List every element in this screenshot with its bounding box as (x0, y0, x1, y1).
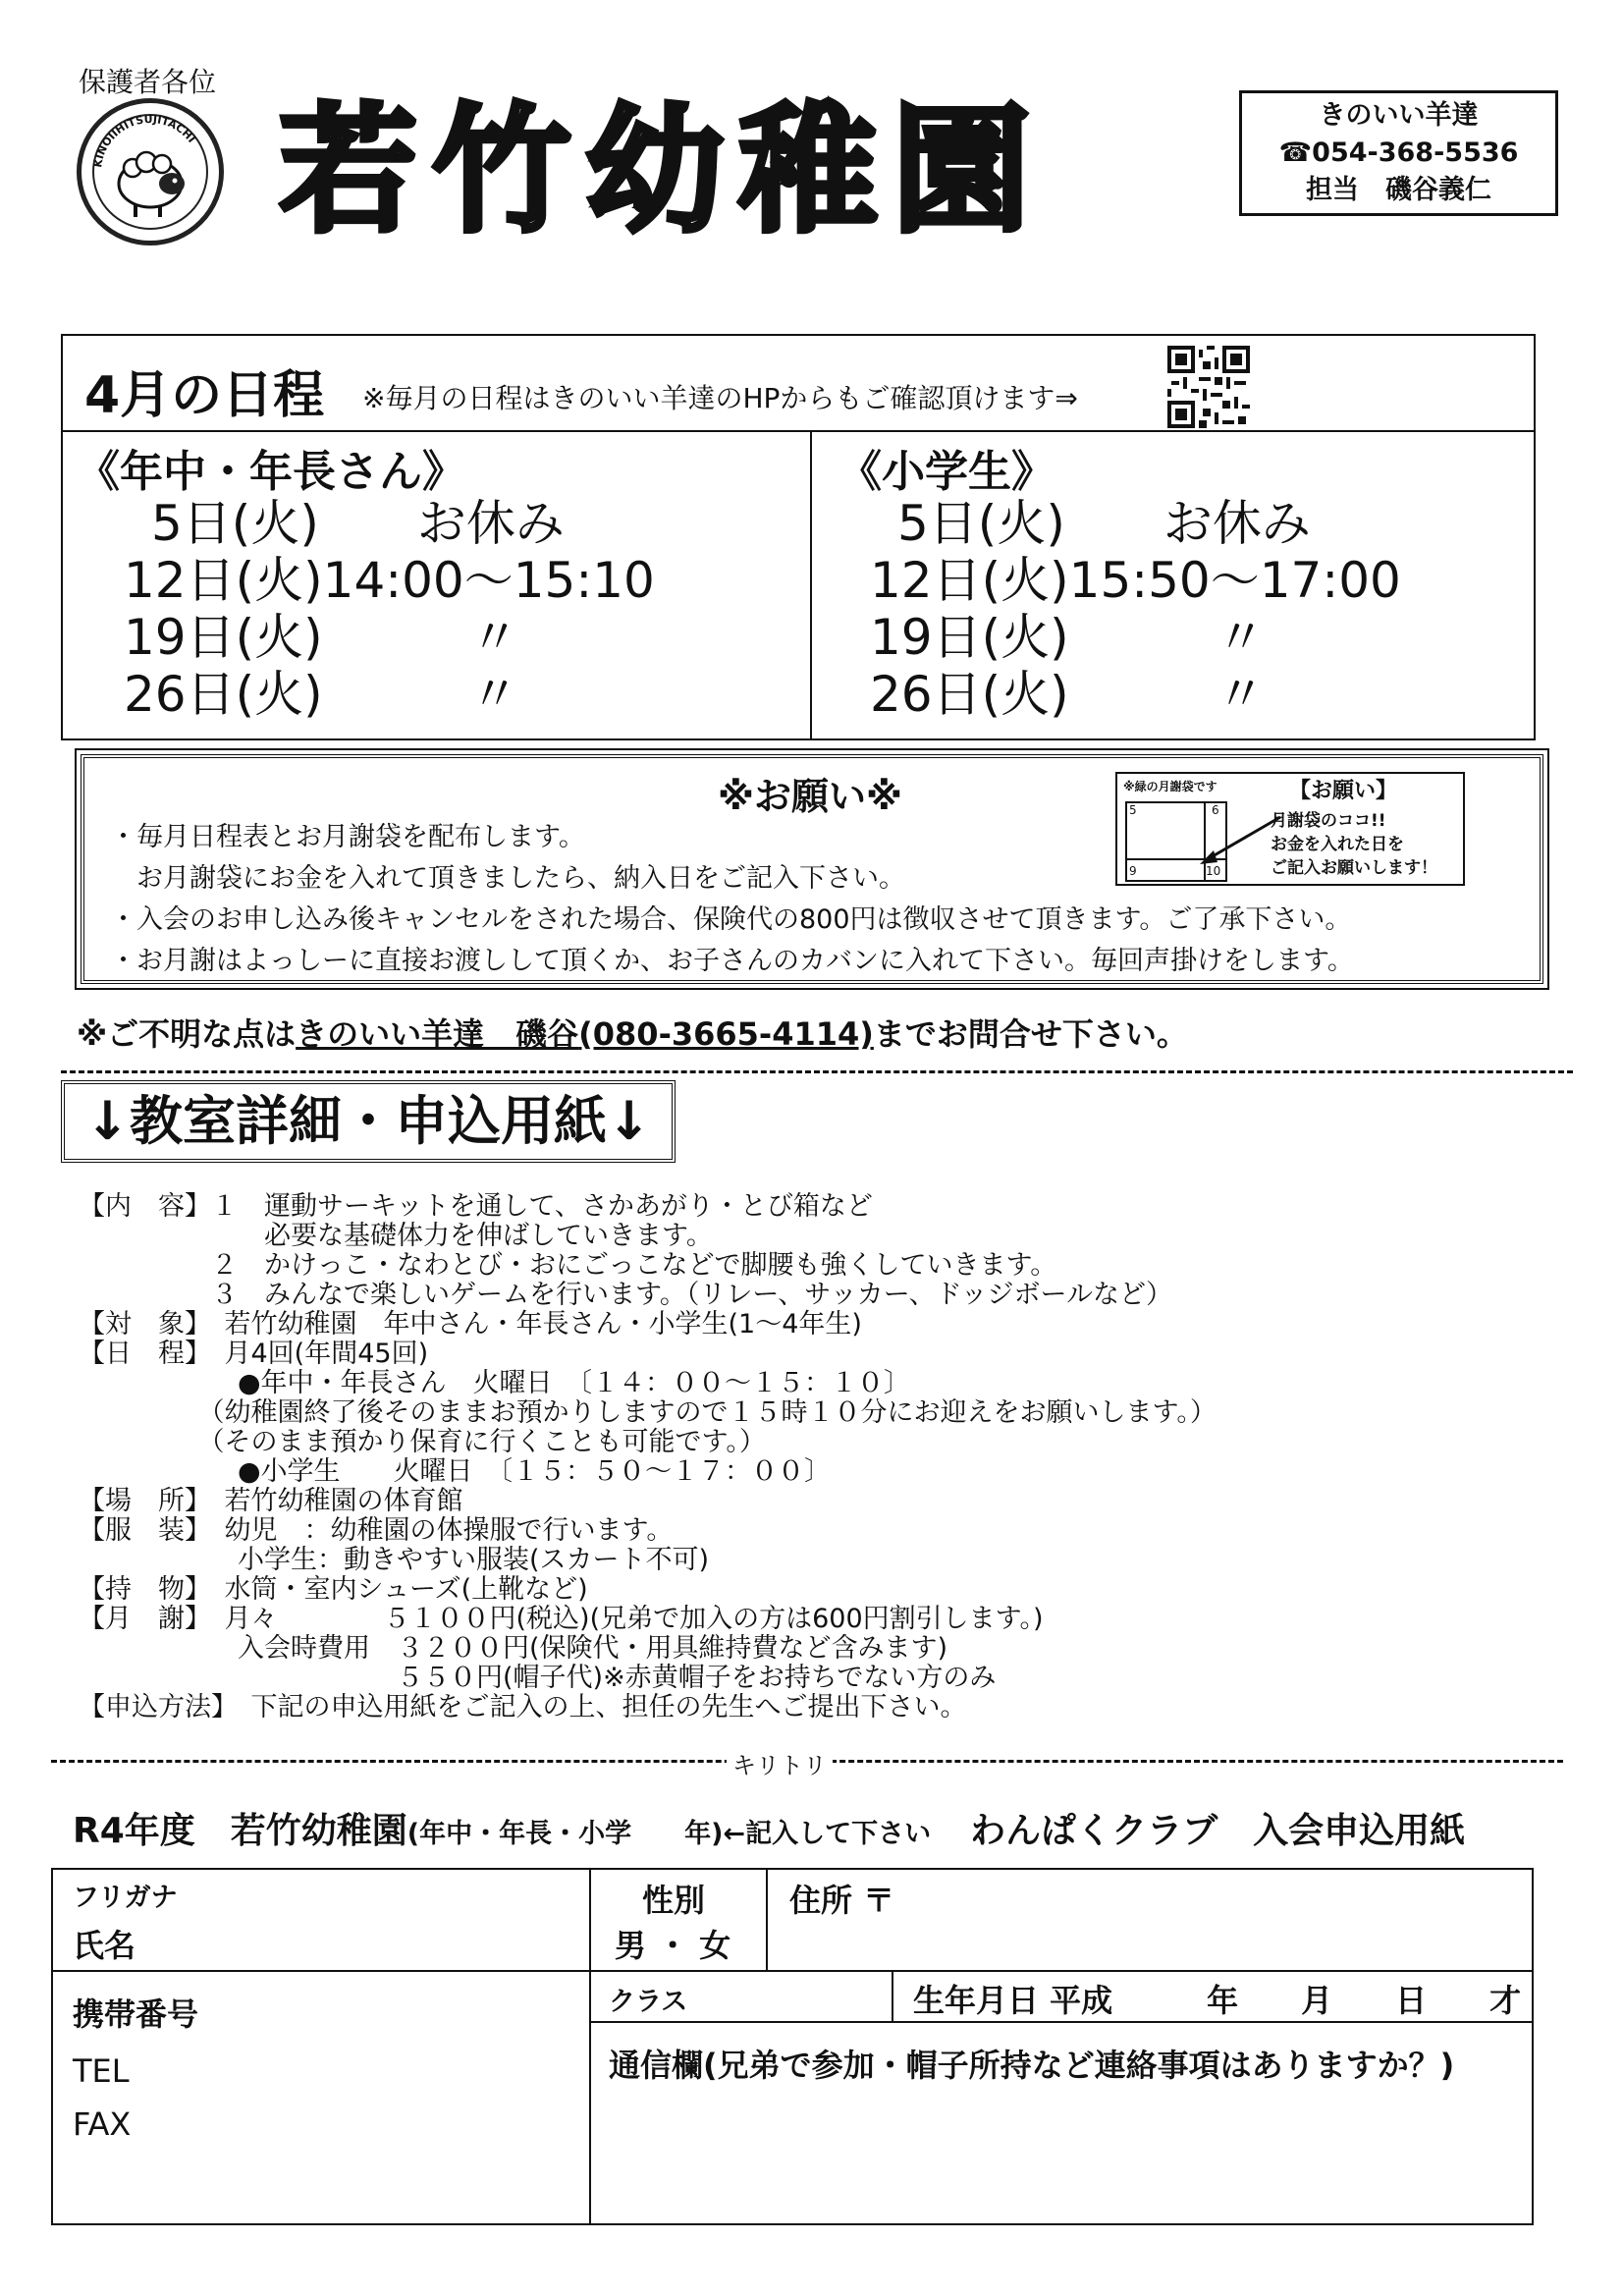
logo-text: KINOIIHITSUJITACHI (91, 112, 198, 169)
address-input[interactable] (789, 1915, 1516, 1964)
gender-options[interactable]: 男 ・ 女 (615, 1927, 731, 1964)
contact-name: きのいい羊達 (1319, 100, 1479, 131)
envelope-heading: 【お願い】 (1289, 779, 1398, 803)
details-line: ●年中・年長さん 火曜日 〔１４：００～１５：１０〕 (79, 1368, 911, 1398)
notes-label: 通信欄(兄弟で参加・帽子所持など連絡事項はありますか？) (609, 2047, 1455, 2084)
contact-person: 担当 磯谷義仁 (1306, 175, 1491, 205)
name-input[interactable] (128, 1911, 579, 1964)
details-line: ●小学生 火曜日 〔１５：５０～１７：００〕 (79, 1456, 832, 1487)
envelope-number: 6 (1212, 803, 1219, 817)
envelope-notes (1271, 809, 1437, 880)
details-line: 小学生：動きやすい服装(スカート不可) (79, 1545, 710, 1575)
tel-input[interactable] (137, 2049, 579, 2088)
hp-note: ※毎月の日程はきのいい羊達のHPからもご確認頂けます⇒ (362, 382, 1078, 414)
inquiry-prefix: ※ご不明な点は (77, 1015, 297, 1053)
tel-label: TEL (73, 2052, 130, 2090)
details-line: 【日 程】 月4回(年間45回) (79, 1339, 429, 1369)
class-label: クラス (609, 1987, 688, 2017)
application-form (51, 1868, 1534, 2225)
details-line: 【月 謝】 月々 ５１００円(税込)(兄弟で加入の方は600円割引します。) (79, 1604, 1044, 1634)
cut-label: キリトリ (727, 1746, 833, 1780)
schedule-divider (810, 430, 812, 740)
details-line: ２ かけっこ・なわとび・おにごっこなどで脚腰も強くしていきます。 (79, 1250, 1057, 1281)
elementary-row: 12日(火)15:50～17:00 (870, 552, 1401, 609)
notes-input[interactable] (609, 2086, 1512, 2214)
request-title: ※お願い※ (718, 775, 902, 818)
fax-input[interactable] (137, 2102, 579, 2141)
page-title: 若竹幼稚園 (280, 91, 1047, 251)
kinder-row: 12日(火)14:00～15:10 (124, 552, 655, 609)
envelope-note: お金を入れた日を (1271, 835, 1404, 854)
schedule-box (61, 334, 1536, 740)
form-title (73, 1803, 1465, 1853)
details-line: 必要な基礎体力を伸ばしていきます。 (79, 1221, 713, 1251)
details-title: ↓教室詳細・申込用紙↓ (61, 1080, 676, 1163)
details-line: 【持 物】 水筒・室内シューズ(上靴など) (79, 1574, 588, 1605)
qr-code-icon[interactable] (1167, 346, 1250, 428)
envelope-number: 10 (1206, 864, 1221, 878)
form-title-suffix: わんぱくクラブ 入会申込用紙 (970, 1811, 1466, 1851)
furigana-label: フリガナ (73, 1883, 178, 1913)
inquiry-line (77, 1010, 1188, 1055)
details-line: ３ みんなで楽しいゲームを行います。（リレー、サッカー、ドッジボールなど） (79, 1280, 1173, 1310)
inquiry-phone[interactable]: (080-3665-4114) (578, 1015, 874, 1053)
gender-label: 性別 (642, 1882, 706, 1919)
details-line: （幼稚園終了後そのままお預かりしますので１５時１０分にお迎えをお願いします。） (79, 1397, 1217, 1428)
dashed-separator (61, 1070, 1573, 1073)
contact-phone[interactable]: ☎054-368-5536 (1278, 137, 1519, 168)
birthday-label: 生年月日 平成 年 月 日 才 (913, 1982, 1522, 2019)
envelope-note: 月謝袋のココ!! (1271, 811, 1386, 831)
schedule-title: 4月の日程 (84, 366, 325, 425)
address-label: 住所 〒 (789, 1882, 895, 1919)
details-line: 【場 所】 若竹幼稚園の体育館 (79, 1486, 463, 1516)
contact-box (1239, 90, 1558, 216)
kinder-heading: 《年中・年長さん》 (77, 447, 465, 497)
fax-label: FAX (73, 2105, 132, 2143)
mobile-label: 携帯番号 (73, 1995, 199, 2033)
details-line: （そのまま預かり保育に行くことも可能です。） (79, 1427, 766, 1457)
elementary-heading: 《小学生》 (839, 447, 1055, 497)
inquiry-name: きのいい羊達 磯谷 (296, 1015, 579, 1053)
request-line: ・入会のお申し込み後キャンセルをされた場合、保険代の800円は徴収させて頂きます。ご了承下さい。 (110, 904, 1352, 935)
kinder-row: 26日(火) 〃 (124, 666, 519, 723)
elementary-row: 19日(火) 〃 (870, 609, 1266, 666)
request-line: ・お月謝はよっしーに直接お渡しして頂くか、お子さんのカバンに入れて下さい。毎回声掛けをします。 (110, 946, 1354, 976)
sheep-logo-icon (81, 103, 219, 241)
details-line: ５５０円(帽子代)※赤黄帽子をお持ちでない方のみ (79, 1663, 997, 1693)
envelope-label: ※緑の月謝袋です (1123, 780, 1217, 793)
details-line: 【申込方法】 下記の申込用紙をご記入の上、担任の先生へご提出下さい。 (79, 1692, 967, 1722)
envelope-illustration (1115, 772, 1465, 886)
schedule-header (63, 336, 1534, 432)
kinder-row: 19日(火) 〃 (124, 609, 519, 666)
inquiry-suffix: までお問合せ下さい。 (873, 1015, 1188, 1053)
envelope-number: 5 (1129, 803, 1137, 817)
kinder-row: 5日(火) お休み (151, 495, 565, 552)
form-title-prefix: R4年度 若竹幼稚園 (73, 1811, 407, 1851)
request-line: ・毎月日程表とお月謝袋を配布します。 (110, 822, 585, 852)
school-logo (77, 98, 224, 246)
details-line: 【対 象】 若竹幼稚園 年中さん・年長さん・小学生(1～4年生) (79, 1309, 862, 1339)
details-line: 【服 装】 幼児 ：幼稚園の体操服で行います。 (79, 1515, 674, 1546)
addressee: 保護者各位 (79, 66, 217, 98)
envelope-note: ご記入お願いします！ (1271, 858, 1437, 878)
elementary-row: 26日(火) 〃 (870, 666, 1266, 723)
elementary-row: 5日(火) お休み (897, 495, 1311, 552)
form-title-class: (年中・年長・小学 年)←記入して下さい (406, 1819, 932, 1849)
request-line: お月謝袋にお金を入れて頂きましたら、納入日をご記入下さい。 (110, 863, 905, 894)
details-line: 入会時費用 ３２００円(保険代・用具維持費など含みます) (79, 1633, 948, 1664)
envelope-number: 9 (1129, 864, 1137, 878)
request-box (81, 754, 1543, 984)
details-list (79, 1192, 1217, 1722)
details-line: 【内 容】１ 運動サーキットを通して、さかあがり・とび箱など (79, 1191, 873, 1222)
name-label: 氏名 (73, 1927, 136, 1964)
